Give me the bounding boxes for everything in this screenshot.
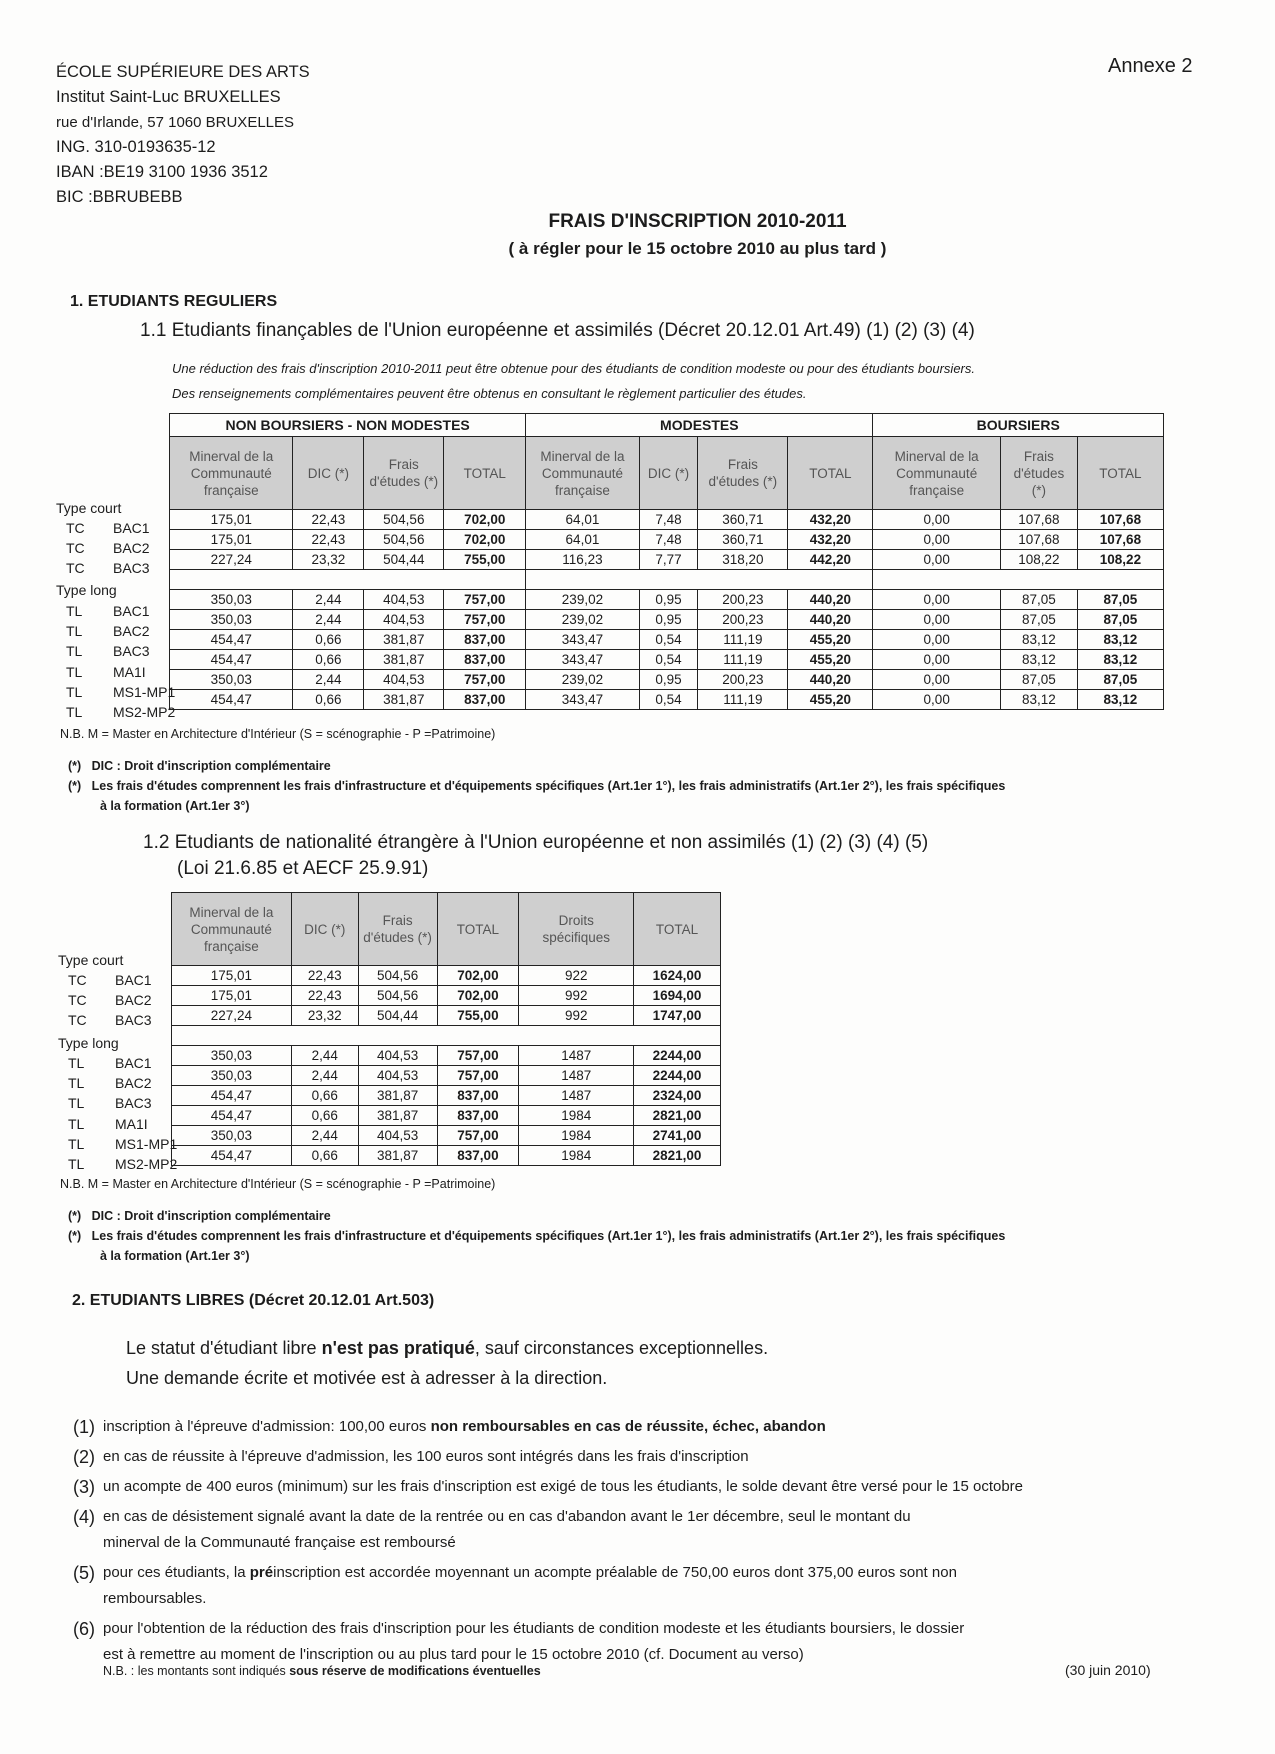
value-cell: 116,23 [526, 550, 639, 570]
column-header: Minerval de la Communauté française [170, 437, 293, 510]
value-cell: 87,05 [1000, 670, 1077, 690]
statut-line1: Le statut d'étudiant libre n'est pas pratiqué, sauf circonstances exceptionnelles. [126, 1338, 769, 1358]
value-cell: 404,53 [358, 1066, 437, 1086]
row-type: TC [66, 540, 85, 557]
value-cell: 381,87 [364, 630, 444, 650]
total-cell: 83,12 [1077, 630, 1163, 650]
table-row [172, 966, 721, 986]
type-court-label: Type court [58, 952, 124, 968]
total-cell: 107,68 [1077, 530, 1163, 550]
table-row [172, 1006, 721, 1026]
value-cell: 239,02 [526, 590, 639, 610]
row-code: BAC3 [115, 1095, 152, 1112]
value-cell: 23,32 [291, 1006, 358, 1026]
total-cell: 107,68 [1077, 510, 1163, 530]
row-code: BAC3 [113, 560, 150, 577]
total-cell: 2244,00 [634, 1046, 721, 1066]
row-code: MS2-MP2 [113, 704, 176, 720]
value-cell: 7,48 [639, 510, 698, 530]
value-cell: 350,03 [170, 590, 293, 610]
total-cell: 755,00 [437, 1006, 519, 1026]
footnote-text: pour l'obtention de la réduction des frais d'inscription pour les étudiants de condition modeste et les étudiants boursiers, le dossier [103, 1620, 965, 1637]
value-cell: 0,95 [639, 670, 698, 690]
value-cell: 350,03 [170, 610, 293, 630]
value-cell: 404,53 [358, 1046, 437, 1066]
footnote-text-cont: remboursables. [103, 1590, 207, 1607]
fees-table-non-eu [171, 892, 721, 1166]
footnote [73, 1616, 1223, 1668]
value-cell: 504,56 [364, 530, 444, 550]
total-cell: 440,20 [788, 610, 873, 630]
value-cell: 504,56 [358, 966, 437, 986]
value-cell: 107,68 [1000, 510, 1077, 530]
footnote-number: (2) [73, 1447, 95, 1467]
total-cell: 702,00 [444, 510, 526, 530]
section1-heading: 1. ETUDIANTS REGULIERS [70, 293, 278, 310]
column-header: Frais d'études (*) [698, 437, 788, 510]
total-cell: 83,12 [1077, 650, 1163, 670]
s11-note1: Une réduction des frais d'inscription 2010-2011 peut être obtenue pour des étudiants de condition modeste ou pour des étudiants boursiers. [172, 361, 975, 376]
value-cell: 1984 [519, 1146, 634, 1166]
total-cell: 757,00 [437, 1046, 519, 1066]
value-cell: 22,43 [293, 510, 364, 530]
value-cell: 175,01 [170, 510, 293, 530]
value-cell: 343,47 [526, 690, 639, 710]
value-cell: 343,47 [526, 650, 639, 670]
annexe-label: Annexe 2 [1108, 55, 1193, 77]
total-cell: 2324,00 [634, 1086, 721, 1106]
value-cell: 0,00 [873, 650, 1001, 670]
value-cell: 87,05 [1000, 590, 1077, 610]
value-cell: 404,53 [364, 670, 444, 690]
value-cell: 454,47 [170, 650, 293, 670]
value-cell: 1487 [519, 1046, 634, 1066]
page-title: FRAIS D'INSCRIPTION 2010-2011 [548, 211, 847, 232]
column-header: DIC (*) [291, 893, 358, 966]
row-type: TL [68, 1055, 85, 1071]
table-row [170, 590, 1164, 610]
column-header: Droits spécifiques [519, 893, 634, 966]
s12-star2 [68, 1226, 1005, 1266]
footnote-number: (3) [73, 1477, 95, 1497]
star2-text: Les frais d'études comprennent les frais d'infrastructure et d'équipements spécifiques (Art.1er 1°), les frais administratifs (Art.1er 2°), les frais spécifiques [91, 779, 1006, 793]
row-code: BAC2 [115, 1075, 152, 1092]
footnote-number: (1) [73, 1417, 95, 1437]
star-mark: (*) [68, 759, 82, 773]
total-cell: 757,00 [444, 610, 526, 630]
value-cell: 504,44 [364, 550, 444, 570]
total-cell: 442,20 [788, 550, 873, 570]
star1-text: DIC : Droit d'inscription complémentaire [91, 759, 331, 773]
s11-star1 [68, 756, 331, 776]
row-type: TL [66, 683, 83, 700]
value-cell: 454,47 [172, 1146, 292, 1166]
value-cell: 22,43 [291, 966, 358, 986]
value-cell: 360,71 [698, 530, 788, 550]
value-cell: 0,95 [639, 590, 698, 610]
row-code: BAC1 [115, 1055, 152, 1071]
type-long-label: Type long [56, 582, 117, 598]
row-code: BAC2 [113, 623, 150, 640]
total-cell: 837,00 [444, 630, 526, 650]
table-row [170, 670, 1164, 690]
value-cell: 381,87 [364, 690, 444, 710]
value-cell: 0,54 [639, 650, 698, 670]
value-cell: 64,01 [526, 530, 639, 550]
value-cell: 0,66 [293, 650, 364, 670]
column-header: Minerval de la Communauté française [526, 437, 639, 510]
value-cell: 1487 [519, 1066, 634, 1086]
value-cell: 2,44 [291, 1126, 358, 1146]
total-cell: 837,00 [437, 1106, 519, 1126]
column-header: DIC (*) [639, 437, 698, 510]
value-cell: 239,02 [526, 610, 639, 630]
column-header: TOTAL [1077, 437, 1163, 510]
header-line: ING. 310-0193635-12 [56, 138, 216, 156]
total-cell: 87,05 [1077, 670, 1163, 690]
total-cell: 455,20 [788, 690, 873, 710]
value-cell: 2,44 [293, 590, 364, 610]
total-cell: 837,00 [444, 690, 526, 710]
column-header: Minerval de la Communauté française [172, 893, 292, 966]
total-cell: 87,05 [1077, 610, 1163, 630]
star-mark: (*) [68, 1229, 82, 1243]
row-type: TC [66, 520, 85, 536]
total-cell: 432,20 [788, 530, 873, 550]
value-cell: 0,66 [293, 630, 364, 650]
value-cell: 227,24 [170, 550, 293, 570]
value-cell: 0,00 [873, 550, 1001, 570]
value-cell: 23,32 [293, 550, 364, 570]
value-cell: 83,12 [1000, 630, 1077, 650]
value-cell: 454,47 [172, 1106, 292, 1126]
row-type: TL [68, 1135, 85, 1152]
footnote-text-cont: est à remettre au moment de l'inscription ou au plus tard pour le 15 octobre 2010 (cf. Document au verso) [103, 1646, 804, 1663]
value-cell: 22,43 [293, 530, 364, 550]
school-header [56, 60, 310, 210]
row-type: TL [68, 1115, 85, 1132]
value-cell: 343,47 [526, 630, 639, 650]
total-cell: 702,00 [444, 530, 526, 550]
section2-heading: 2. ETUDIANTS LIBRES (Décret 20.12.01 Art.503) [72, 1292, 435, 1309]
value-cell: 175,01 [172, 986, 292, 1006]
row-type: TC [68, 1012, 87, 1029]
value-cell: 200,23 [698, 590, 788, 610]
total-cell: 1624,00 [634, 966, 721, 986]
value-cell: 454,47 [172, 1086, 292, 1106]
total-cell: 432,20 [788, 510, 873, 530]
header-line: IBAN :BE19 3100 1936 3512 [56, 163, 268, 181]
value-cell: 1984 [519, 1106, 634, 1126]
row-code: BAC2 [115, 992, 152, 1009]
header-line: ÉCOLE SUPÉRIEURE DES ARTS [56, 63, 310, 81]
total-cell: 455,20 [788, 650, 873, 670]
value-cell: 0,00 [873, 590, 1001, 610]
star2-text-cont: à la formation (Art.1er 3°) [100, 1249, 250, 1263]
value-cell: 0,66 [291, 1086, 358, 1106]
row-code: MS1-MP1 [115, 1135, 178, 1152]
document-date: (30 juin 2010) [1065, 1662, 1151, 1678]
row-type: TC [68, 972, 87, 988]
total-cell: 837,00 [437, 1086, 519, 1106]
row-type: TL [66, 643, 83, 660]
s11-note2: Des renseignements complémentaires peuvent être obtenus en consultant le règlement particulier des études. [172, 386, 807, 401]
total-cell: 757,00 [444, 670, 526, 690]
value-cell: 22,43 [291, 986, 358, 1006]
table-row [172, 1086, 721, 1106]
value-cell: 360,71 [698, 510, 788, 530]
total-cell: 837,00 [444, 650, 526, 670]
value-cell: 0,54 [639, 690, 698, 710]
value-cell: 350,03 [172, 1066, 292, 1086]
s11-star2 [68, 776, 1005, 816]
value-cell: 2,44 [291, 1046, 358, 1066]
column-header: DIC (*) [293, 437, 364, 510]
row-code: MA1I [115, 1115, 148, 1132]
star-mark: (*) [68, 779, 82, 793]
star1-text: DIC : Droit d'inscription complémentaire [91, 1209, 331, 1223]
value-cell: 111,19 [698, 630, 788, 650]
value-cell: 175,01 [172, 966, 292, 986]
value-cell: 504,44 [358, 1006, 437, 1026]
value-cell: 350,03 [170, 670, 293, 690]
value-cell: 381,87 [358, 1146, 437, 1166]
total-cell: 1694,00 [634, 986, 721, 1006]
column-header: TOTAL [788, 437, 873, 510]
value-cell: 0,00 [873, 630, 1001, 650]
row-code: BAC1 [113, 520, 150, 536]
value-cell: 381,87 [364, 650, 444, 670]
value-cell: 404,53 [358, 1126, 437, 1146]
value-cell: 111,19 [698, 650, 788, 670]
value-cell: 404,53 [364, 590, 444, 610]
s12-heading2: (Loi 21.6.85 et AECF 25.9.91) [177, 858, 429, 879]
total-cell: 757,00 [437, 1126, 519, 1146]
s12-nb: N.B. M = Master en Architecture d'Intérieur (S = scénographie - P =Patrimoine) [60, 1177, 496, 1191]
column-header: Minerval de la Communauté française [873, 437, 1001, 510]
group-header: BOURSIERS [873, 414, 1164, 437]
total-cell: 702,00 [437, 966, 519, 986]
total-cell: 2741,00 [634, 1126, 721, 1146]
row-type: TL [68, 1156, 85, 1172]
table-row [172, 986, 721, 1006]
value-cell: 1984 [519, 1126, 634, 1146]
table-row [172, 1066, 721, 1086]
row-code: BAC3 [115, 1012, 152, 1029]
value-cell: 108,22 [1000, 550, 1077, 570]
footnote-text: en cas de réussite à l'épreuve d'admission, les 100 euros sont intégrés dans les frais d'inscription [103, 1448, 749, 1465]
value-cell: 922 [519, 966, 634, 986]
value-cell: 0,54 [639, 630, 698, 650]
table-row [170, 650, 1164, 670]
row-code: BAC2 [113, 540, 150, 557]
row-type: TC [66, 560, 85, 577]
footnote [73, 1444, 1223, 1470]
value-cell: 239,02 [526, 670, 639, 690]
row-type: TL [66, 603, 83, 619]
value-cell: 87,05 [1000, 610, 1077, 630]
value-cell: 992 [519, 986, 634, 1006]
header-line: Institut Saint-Luc BRUXELLES [56, 88, 281, 106]
total-cell: 2821,00 [634, 1146, 721, 1166]
value-cell: 404,53 [364, 610, 444, 630]
value-cell: 454,47 [170, 690, 293, 710]
value-cell: 0,95 [639, 610, 698, 630]
value-cell: 107,68 [1000, 530, 1077, 550]
value-cell: 381,87 [358, 1086, 437, 1106]
total-cell: 455,20 [788, 630, 873, 650]
value-cell: 2,44 [293, 670, 364, 690]
table-row [170, 550, 1164, 570]
star-mark: (*) [68, 1209, 82, 1223]
total-cell: 2244,00 [634, 1066, 721, 1086]
value-cell: 227,24 [172, 1006, 292, 1026]
value-cell: 350,03 [172, 1046, 292, 1066]
page-subtitle: ( à régler pour le 15 octobre 2010 au plus tard ) [508, 239, 887, 258]
column-header: Frais d'études (*) [358, 893, 437, 966]
value-cell: 64,01 [526, 510, 639, 530]
statut-text [126, 1333, 768, 1393]
group-header: NON BOURSIERS - NON MODESTES [170, 414, 526, 437]
value-cell: 7,77 [639, 550, 698, 570]
column-header: TOTAL [437, 893, 519, 966]
s11-nb: N.B. M = Master en Architecture d'Intérieur (S = scénographie - P =Patrimoine) [60, 727, 496, 741]
row-code: MS1-MP1 [113, 683, 176, 700]
value-cell: 454,47 [170, 630, 293, 650]
row-code: MS2-MP2 [115, 1156, 178, 1172]
column-header: Frais d'études (*) [1000, 437, 1077, 510]
row-code: BAC1 [115, 972, 152, 988]
value-cell: 318,20 [698, 550, 788, 570]
footnote-text: pour ces étudiants, la préinscription est accordée moyennant un acompte préalable de 750,00 euros dont 375,00 euros sont non [103, 1564, 957, 1581]
value-cell: 0,00 [873, 690, 1001, 710]
type-court-label: Type court [56, 500, 122, 516]
total-cell: 702,00 [437, 986, 519, 1006]
value-cell: 0,00 [873, 670, 1001, 690]
table-row [170, 530, 1164, 550]
total-cell: 755,00 [444, 550, 526, 570]
value-cell: 83,12 [1000, 690, 1077, 710]
final-nb: N.B. : les montants sont indiqués sous réserve de modifications éventuelles [103, 1664, 541, 1678]
star2-text-cont: à la formation (Art.1er 3°) [100, 799, 250, 813]
footnote-text: inscription à l'épreuve d'admission: 100,00 euros non remboursables en cas de réussite, échec, abandon [103, 1418, 826, 1435]
value-cell: 504,56 [358, 986, 437, 1006]
value-cell: 7,48 [639, 530, 698, 550]
value-cell: 504,56 [364, 510, 444, 530]
footnote [73, 1504, 1223, 1556]
type-long-label: Type long [58, 1035, 119, 1051]
total-cell: 87,05 [1077, 590, 1163, 610]
row-type: TC [68, 992, 87, 1009]
footnote-text: en cas de désistement signalé avant la date de la rentrée ou en cas d'abandon avant le 1er décembre, seul le montant du [103, 1508, 911, 1525]
row-type: TL [66, 663, 83, 680]
value-cell: 200,23 [698, 610, 788, 630]
fees-table-eu [169, 413, 1164, 710]
row-type: TL [66, 704, 83, 720]
value-cell: 1487 [519, 1086, 634, 1106]
table-row [172, 1046, 721, 1066]
row-type: TL [66, 623, 83, 640]
star2-text: Les frais d'études comprennent les frais d'infrastructure et d'équipements spécifiques (Art.1er 1°), les frais administratifs (Art.1er 2°), les frais spécifiques [91, 1229, 1006, 1243]
value-cell: 2,44 [291, 1066, 358, 1086]
row-type: TL [68, 1075, 85, 1092]
total-cell: 2821,00 [634, 1106, 721, 1126]
total-cell: 83,12 [1077, 690, 1163, 710]
footnote-text: un acompte de 400 euros (minimum) sur les frais d'inscription est exigé de tous les étudiants, le solde devant être versé pour le 15 octobre [103, 1478, 1024, 1495]
table-row [172, 1106, 721, 1126]
row-type: TL [68, 1095, 85, 1112]
total-cell: 440,20 [788, 670, 873, 690]
row-code: BAC1 [113, 603, 150, 619]
s11-heading: 1.1 Etudiants finançables de l'Union européenne et assimilés (Décret 20.12.01 Art.49) (1) (2) (3) (4) [140, 320, 975, 341]
footnote [73, 1560, 1223, 1612]
statut-line2: Une demande écrite et motivée est à adresser à la direction. [126, 1368, 608, 1388]
row-code: MA1I [113, 663, 146, 680]
value-cell: 350,03 [172, 1126, 292, 1146]
footnote [73, 1474, 1223, 1500]
footnote-number: (6) [73, 1619, 95, 1639]
value-cell: 111,19 [698, 690, 788, 710]
table-row [172, 1146, 721, 1166]
table-row [170, 510, 1164, 530]
table-row [170, 610, 1164, 630]
table-row [172, 1126, 721, 1146]
value-cell: 992 [519, 1006, 634, 1026]
value-cell: 0,66 [291, 1106, 358, 1126]
total-cell: 1747,00 [634, 1006, 721, 1026]
value-cell: 175,01 [170, 530, 293, 550]
table-row [170, 630, 1164, 650]
value-cell: 0,00 [873, 610, 1001, 630]
value-cell: 200,23 [698, 670, 788, 690]
s12-star1 [68, 1206, 331, 1226]
total-cell: 757,00 [437, 1066, 519, 1086]
value-cell: 0,00 [873, 530, 1001, 550]
table-row [170, 690, 1164, 710]
column-header: TOTAL [444, 437, 526, 510]
column-header: Frais d'études (*) [364, 437, 444, 510]
value-cell: 0,66 [293, 690, 364, 710]
title-block [0, 207, 1275, 261]
total-cell: 757,00 [444, 590, 526, 610]
header-line: rue d'Irlande, 57 1060 BRUXELLES [56, 114, 295, 131]
total-cell: 837,00 [437, 1146, 519, 1166]
total-cell: 108,22 [1077, 550, 1163, 570]
s12-heading: 1.2 Etudiants de nationalité étrangère à l'Union européenne et non assimilés (1) (2) (3) (4) (5) [143, 832, 929, 853]
total-cell: 440,20 [788, 590, 873, 610]
value-cell: 0,66 [291, 1146, 358, 1166]
value-cell: 2,44 [293, 610, 364, 630]
footnote-number: (5) [73, 1563, 95, 1583]
footnote-number: (4) [73, 1507, 95, 1527]
group-header: MODESTES [526, 414, 873, 437]
value-cell: 0,00 [873, 510, 1001, 530]
footnote-text-cont: minerval de la Communauté française est remboursé [103, 1534, 456, 1551]
value-cell: 83,12 [1000, 650, 1077, 670]
header-line: BIC :BBRUBEBB [56, 188, 183, 206]
footnote [73, 1414, 1223, 1440]
footnotes-list [73, 1414, 1223, 1672]
value-cell: 381,87 [358, 1106, 437, 1126]
row-code: BAC3 [113, 643, 150, 660]
column-header: TOTAL [634, 893, 721, 966]
